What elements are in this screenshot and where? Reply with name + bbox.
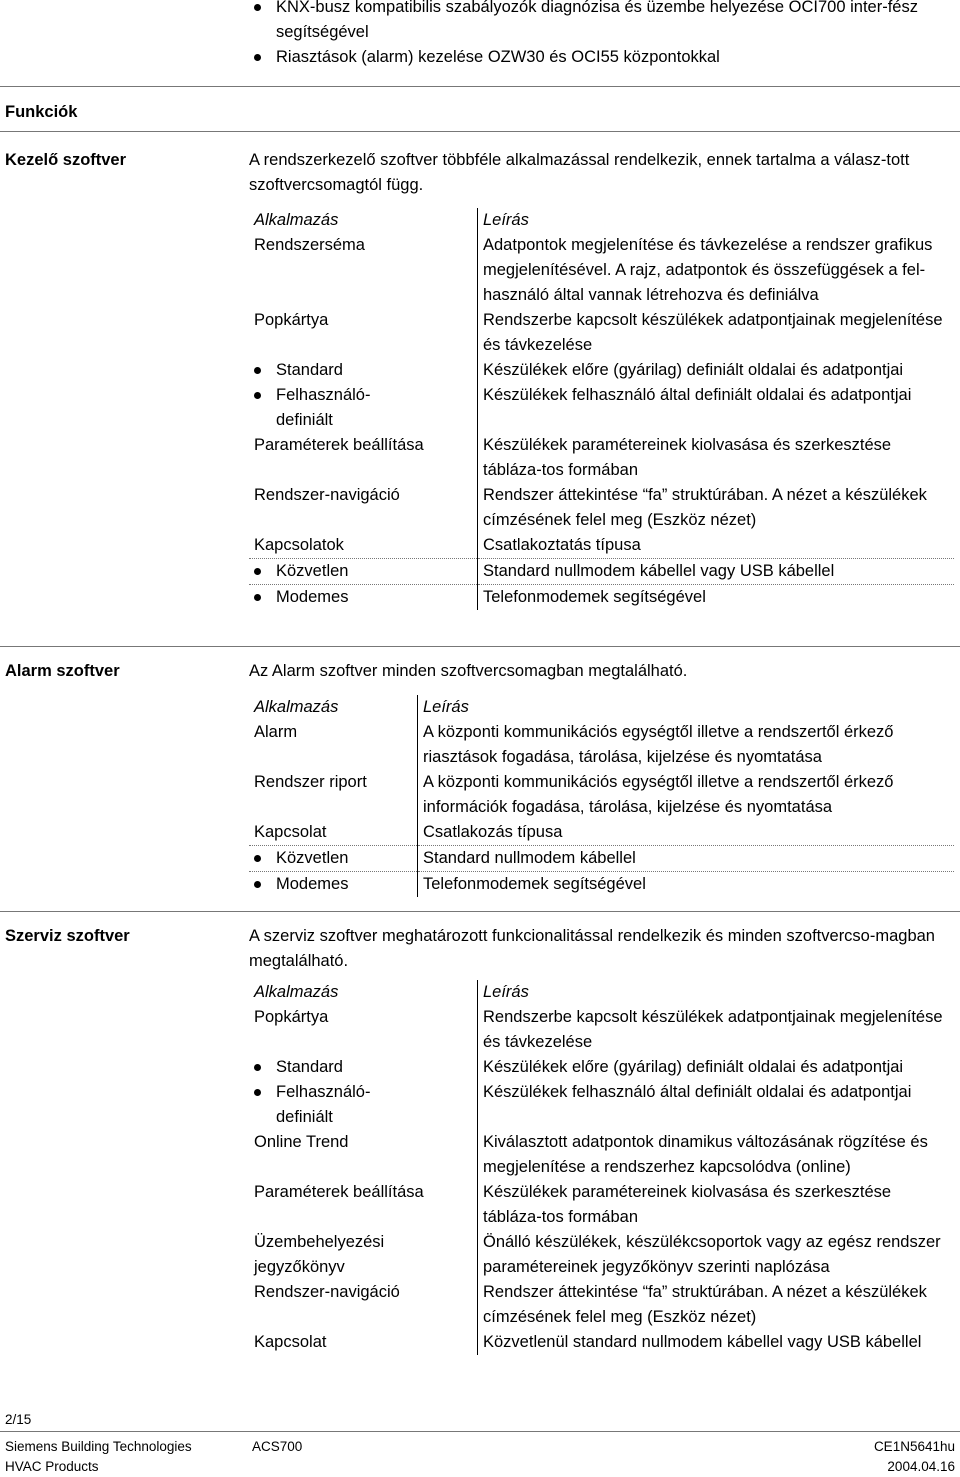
desc-cell: Készülékek paramétereinek kiolvasása és szerkesztése tábláza-tos formában bbox=[478, 1180, 955, 1230]
app-cell: Paraméterek beállítása bbox=[254, 436, 424, 454]
app-cell: Rendszerséma bbox=[254, 236, 365, 254]
app-cell: Popkártya bbox=[254, 1008, 329, 1026]
desc-cell: Standard nullmodem kábellel bbox=[418, 846, 955, 872]
footer-product: ACS700 bbox=[252, 1439, 303, 1454]
table-row bbox=[249, 1055, 954, 1080]
table-row bbox=[249, 308, 954, 358]
desc-cell: Készülékek felhasználó által definiált oldalai és adatpontjai bbox=[478, 1080, 955, 1130]
app-cell: Alarm bbox=[254, 723, 298, 741]
table-header-row bbox=[249, 208, 954, 233]
desc-cell: A központi kommunikációs egységtől illetve a rendszertől érkező információk fogadása, tárolása, kijelzése és nyomtatása bbox=[418, 770, 955, 820]
column-header-app: Alkalmazás bbox=[254, 983, 339, 1001]
footer-division: HVAC Products bbox=[5, 1459, 99, 1474]
funkciok-heading: Funkciók bbox=[5, 103, 78, 121]
app-cell: Rendszer riport bbox=[254, 773, 367, 791]
desc-cell: Standard nullmodem kábellel vagy USB kábellel bbox=[478, 559, 955, 585]
szerviz-section-title: Szerviz szoftver bbox=[5, 927, 130, 945]
intro-bullet: Riasztások (alarm) kezelése OZW30 és OCI55 központokkal bbox=[252, 45, 952, 70]
table-row bbox=[249, 1080, 954, 1130]
footer-doc-id: CE1N5641hu bbox=[873, 1439, 955, 1454]
app-cell: Kapcsolat bbox=[254, 1333, 327, 1351]
app-cell: Kapcsolatok bbox=[249, 533, 478, 559]
table-row bbox=[249, 559, 954, 585]
bulleted-app-cell: Felhasználó-definiált bbox=[254, 383, 386, 433]
bulleted-app-cell: Közvetlen bbox=[254, 559, 477, 584]
divider bbox=[0, 131, 960, 132]
desc-cell: Kiválasztott adatpontok dinamikus változásának rögzítése és megjelenítése a rendszerhez kapcsolódva (online) bbox=[478, 1130, 955, 1180]
desc-cell: Rendszerbe kapcsolt készülékek adatpontjainak megjelenítése és távkezelése bbox=[478, 1005, 955, 1055]
desc-cell: Telefonmodemek segítségével bbox=[418, 872, 955, 898]
table-row bbox=[249, 433, 954, 483]
column-header-app: Alkalmazás bbox=[254, 211, 339, 229]
divider bbox=[0, 646, 960, 647]
desc-cell: Készülékek előre (gyárilag) definiált oldalai és adatpontjai bbox=[478, 1055, 955, 1080]
table-row bbox=[249, 1280, 954, 1330]
kezelo-table bbox=[249, 208, 954, 610]
bulleted-app-cell: Standard bbox=[254, 1055, 477, 1080]
table-row bbox=[249, 1005, 954, 1055]
bulleted-app-cell: Modemes bbox=[254, 585, 477, 610]
table-row bbox=[249, 483, 954, 533]
desc-cell: A központi kommunikációs egységtől illetve a rendszertől érkező riasztások fogadása, tárolása, kijelzése és nyomtatása bbox=[418, 720, 955, 770]
table-row bbox=[249, 720, 954, 770]
desc-cell: Telefonmodemek segítségével bbox=[478, 585, 955, 611]
desc-cell: Készülékek paramétereinek kiolvasása és szerkesztése tábláza-tos formában bbox=[478, 433, 955, 483]
table-row bbox=[249, 846, 954, 872]
desc-cell: Csatlakozás típusa bbox=[418, 820, 955, 846]
bullet-icon bbox=[254, 54, 261, 61]
table-header-row bbox=[249, 980, 954, 1005]
table-row bbox=[249, 1230, 954, 1280]
kezelo-section-title: Kezelő szoftver bbox=[5, 151, 127, 169]
footer-company: Siemens Building Technologies bbox=[5, 1439, 192, 1454]
column-header-app: Alkalmazás bbox=[254, 698, 339, 716]
alarm-table bbox=[249, 695, 954, 897]
kezelo-intro: A rendszerkezelő szoftver többféle alkalmazással rendelkezik, ennek tartalma a válasz-tott szoftvercsomagtól függ. bbox=[249, 151, 910, 194]
table-header-row bbox=[249, 695, 954, 720]
table-row bbox=[249, 533, 954, 559]
table-row bbox=[249, 770, 954, 820]
column-header-desc: Leírás bbox=[418, 695, 955, 720]
bulleted-app-cell: Közvetlen bbox=[254, 846, 417, 871]
table-row bbox=[249, 358, 954, 383]
app-cell: Online Trend bbox=[254, 1133, 349, 1151]
desc-cell: Rendszer áttekintése “fa” struktúrában. A nézet a készülékek címzésének felel meg (Eszköz nézet) bbox=[478, 1280, 955, 1330]
alarm-intro: Az Alarm szoftver minden szoftvercsomagban megtalálható. bbox=[249, 662, 688, 680]
bulleted-app-cell: Standard bbox=[254, 358, 477, 383]
table-row bbox=[249, 872, 954, 898]
footer-divider bbox=[0, 1431, 960, 1432]
desc-cell: Készülékek felhasználó által definiált oldalai és adatpontjai bbox=[478, 383, 955, 433]
bulleted-app-cell: Felhasználó-definiált bbox=[254, 1080, 386, 1130]
alarm-section-title: Alarm szoftver bbox=[5, 662, 120, 680]
app-cell: Kapcsolat bbox=[249, 820, 418, 846]
table-row bbox=[249, 820, 954, 846]
divider bbox=[0, 86, 960, 87]
table-row bbox=[249, 585, 954, 611]
desc-cell: Adatpontok megjelenítése és távkezelése a rendszer grafikus megjelenítésével. A rajz, adatpontok és összefüggések a fel-használó által vannak létrehozva és definiálva bbox=[478, 233, 955, 308]
column-header-desc: Leírás bbox=[478, 980, 955, 1005]
table-row bbox=[249, 383, 954, 433]
intro-bullet-list bbox=[252, 0, 952, 70]
bulleted-app-cell: Modemes bbox=[254, 872, 417, 897]
desc-cell: Önálló készülékek, készülékcsoportok vagy az egész rendszer paramétereinek jegyzőkönyv szerinti naplózása bbox=[478, 1230, 955, 1280]
table-row bbox=[249, 233, 954, 308]
szerviz-table bbox=[249, 980, 954, 1355]
szerviz-intro: A szerviz szoftver meghatározott funkcionalitással rendelkezik és minden szoftvercso-magban megtalálható. bbox=[249, 927, 935, 970]
intro-bullet: KNX-busz kompatibilis szabályozók diagnózisa és üzembe helyezése OCI700 inter-fész segítségével bbox=[252, 0, 952, 45]
desc-cell: Rendszer áttekintése “fa” struktúrában. A nézet a készülékek címzésének felel meg (Eszköz nézet) bbox=[478, 483, 955, 533]
desc-cell: Csatlakoztatás típusa bbox=[478, 533, 955, 559]
desc-cell: Készülékek előre (gyárilag) definiált oldalai és adatpontjai bbox=[478, 358, 955, 383]
bullet-icon bbox=[254, 4, 261, 11]
table-row bbox=[249, 1130, 954, 1180]
column-header-desc: Leírás bbox=[478, 208, 955, 233]
app-cell: Üzembehelyezési jegyzőkönyv bbox=[254, 1233, 385, 1276]
footer-date: 2004.04.16 bbox=[887, 1459, 955, 1474]
desc-cell: Közvetlenül standard nullmodem kábellel vagy USB kábellel bbox=[478, 1330, 955, 1355]
app-cell: Paraméterek beállítása bbox=[254, 1183, 424, 1201]
desc-cell: Rendszerbe kapcsolt készülékek adatpontjainak megjelenítése és távkezelése bbox=[478, 308, 955, 358]
page-number: 2/15 bbox=[5, 1412, 32, 1427]
divider bbox=[0, 911, 960, 912]
app-cell: Popkártya bbox=[254, 311, 329, 329]
table-row bbox=[249, 1180, 954, 1230]
app-cell: Rendszer-navigáció bbox=[254, 1283, 400, 1301]
table-row bbox=[249, 1330, 954, 1355]
app-cell: Rendszer-navigáció bbox=[254, 486, 400, 504]
